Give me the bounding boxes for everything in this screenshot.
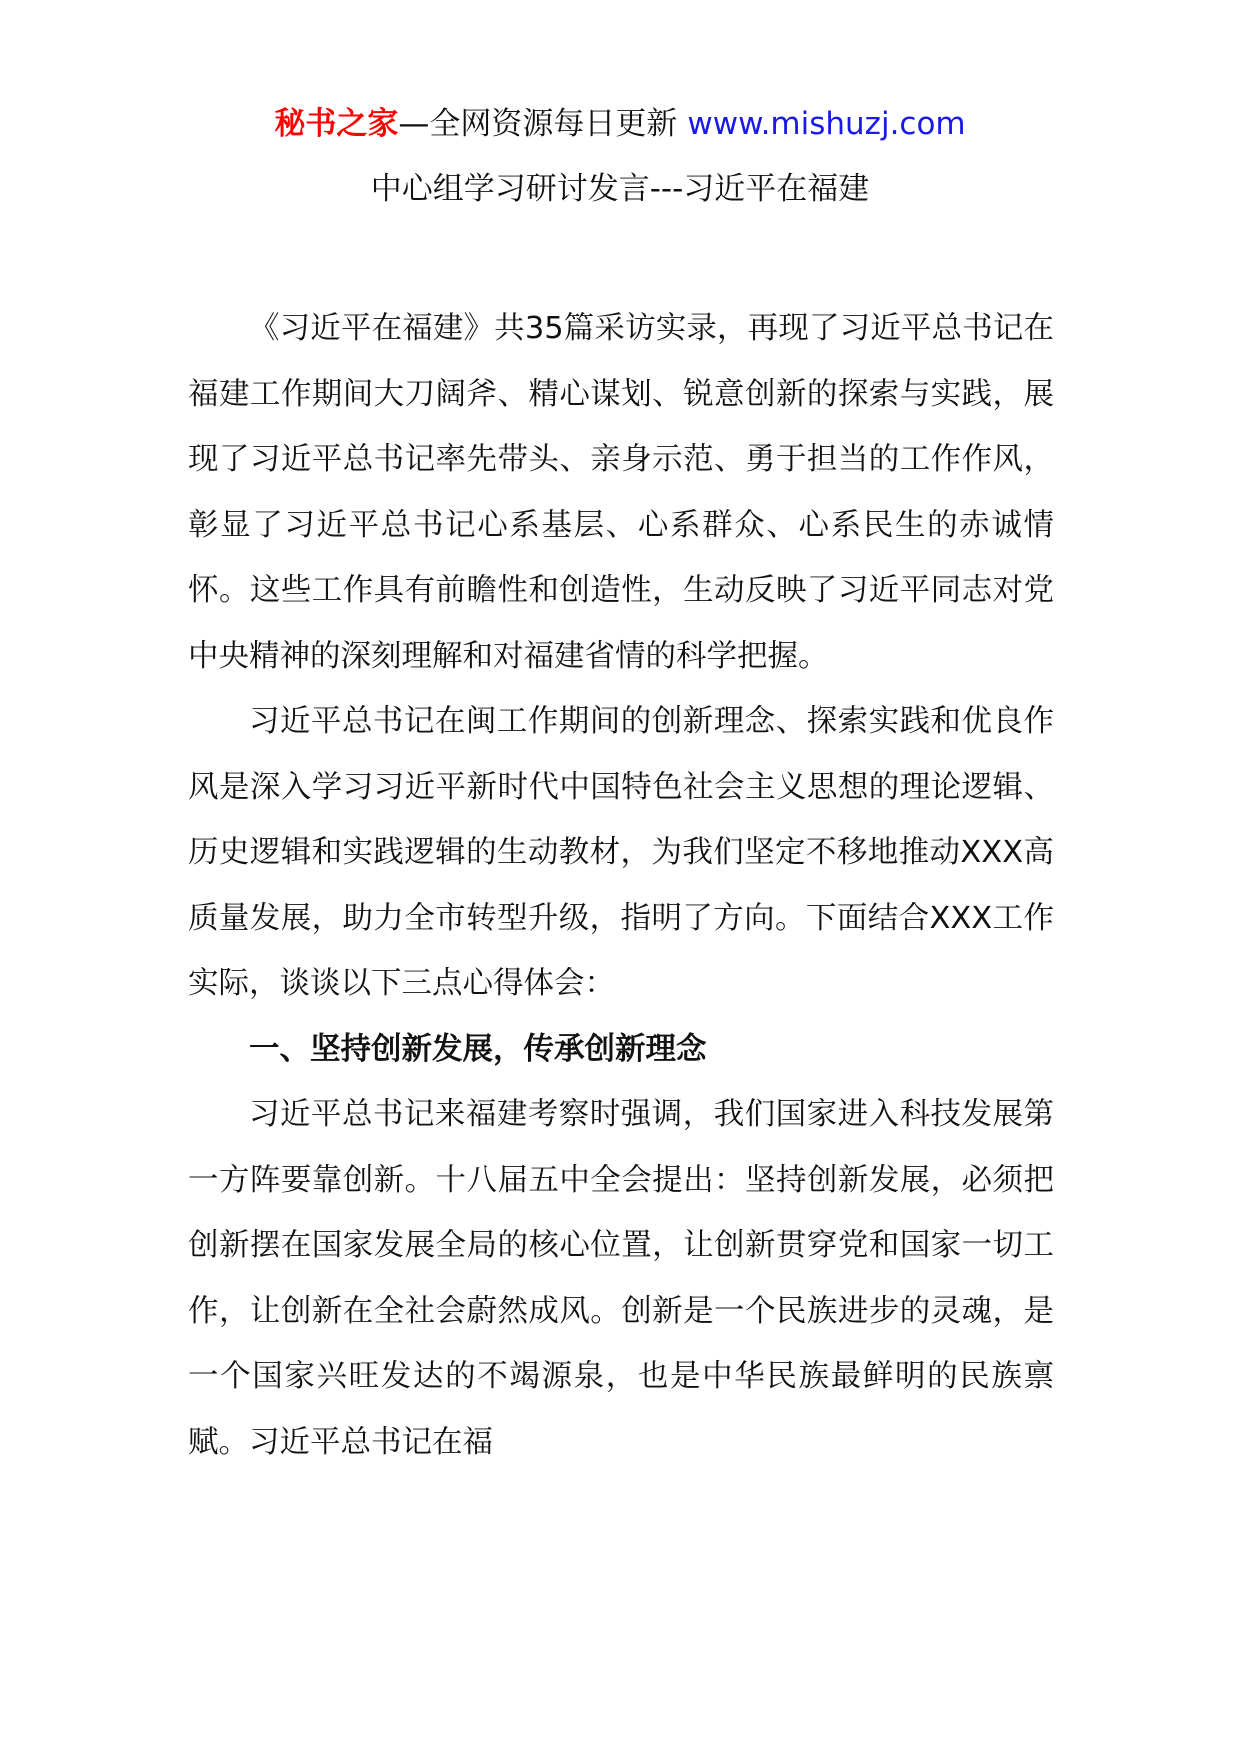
- document-title: 中心组学习研讨发言---习近平在福建: [370, 171, 870, 207]
- document-body: [188, 296, 1054, 1475]
- body-paragraph-overview: 习近平总书记在闽工作期间的创新理念、探索实践和优良作风是深入学习习近平新时代中国特色社会主义思想的理论逻辑、历史逻辑和实践逻辑的生动教材，为我们坚定不移地推动XXX高质量发展，助力全市转型升级，指明了方向。下面结合XXX工作实际，谈谈以下三点心得体会：: [188, 704, 1054, 1001]
- body-paragraph-intro: 《习近平在福建》共35篇采访实录，再现了习近平总书记在福建工作期间大刀阔斧、精心谋划、锐意创新的探索与实践，展现了习近平总书记率先带头、亲身示范、勇于担当的工作作风，彰显了习近平总书记心系基层、心系群众、心系民生的赤诚情怀。这些工作具有前瞻性和创造性，生动反映了习近平同志对党中央精神的深刻理解和对福建省情的科学把握。: [188, 311, 1054, 674]
- site-header-banner: [0, 101, 1240, 147]
- site-tagline: —全网资源每日更新: [398, 106, 678, 142]
- section-heading-1: 一、坚持创新发展，传承创新理念: [249, 1031, 707, 1067]
- site-url-link[interactable]: www.mishuzj.com: [687, 106, 966, 142]
- section-1-paragraph: 习近平总书记来福建考察时强调，我们国家进入科技发展第一方阵要靠创新。十八届五中全会提出：坚持创新发展，必须把创新摆在国家发展全局的核心位置，让创新贯穿党和国家一切工作，让创新在全社会蔚然成风。创新是一个民族进步的灵魂，是一个国家兴旺发达的不竭源泉，也是中华民族最鲜明的民族禀赋。习近平总书记在福: [188, 1097, 1054, 1460]
- site-brand-name: 秘书之家: [274, 106, 399, 142]
